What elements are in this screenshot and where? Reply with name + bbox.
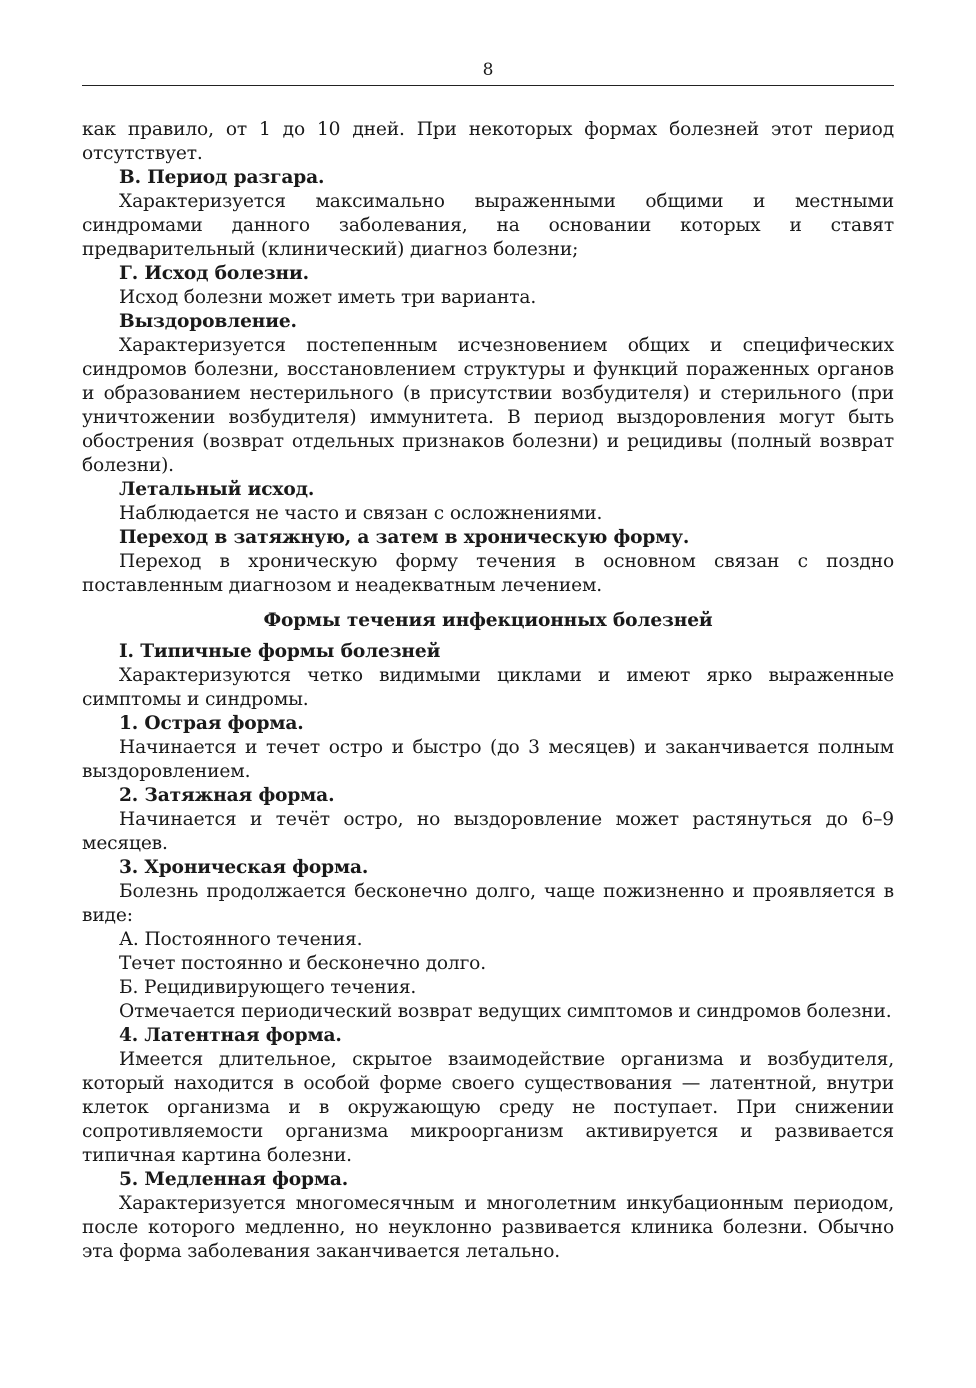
heading-typical-forms: I. Типичные формы болезней bbox=[119, 641, 441, 662]
page-number: 8 bbox=[482, 60, 494, 80]
paragraph-chronic-transition: Переход в хроническую форму течения в основном связан с поздно поставленным диагнозом и неадекватным лечением. bbox=[82, 551, 894, 596]
paragraph-constant-course: А. Постоянного течения. bbox=[119, 929, 363, 950]
paragraph-recurrent-course: Б. Рецидивирующего течения. bbox=[119, 977, 417, 998]
paragraph-typical-forms: Характеризуются четко видимыми циклами и имеют ярко выраженные симптомы и синдромы. bbox=[82, 665, 894, 710]
paragraph-slow-form: Характеризуется многомесячным и многолетним инкубационным периодом, после которого медленно, но неуклонно развивается клиника болезни. Обычно эта форма заболевания заканчивается летально. bbox=[82, 1193, 894, 1262]
paragraph-chronic-form: Болезнь продолжается бесконечно долго, чаще пожизненно и проявляется в виде: bbox=[82, 881, 894, 926]
book-page bbox=[82, 58, 894, 1264]
page-body bbox=[82, 118, 894, 1264]
paragraph-peak-period: Характеризуется максимально выраженными общими и местными синдромами данного заболевания, на основании которых и ставят предварительный (клинический) диагноз болезни; bbox=[82, 191, 894, 260]
paragraph-incubation-continued: как правило, от 1 до 10 дней. При некоторых формах болезней этот период отсутствует. bbox=[82, 119, 894, 164]
heading-chronic-transition: Переход в затяжную, а затем в хроническую форму. bbox=[119, 527, 690, 548]
paragraph-lethal-outcome: Наблюдается не часто и связан с осложнениями. bbox=[119, 503, 603, 524]
paragraph-constant-course-desc: Течет постоянно и бесконечно долго. bbox=[119, 953, 486, 974]
paragraph-latent-form: Имеется длительное, скрытое взаимодействие организма и возбудителя, который находится в особой форме своего существования — латентной, внутри клеток организма и в окружающую среду не поступает. При снижении сопротивляемости организма микроорганизм активируется и развивается типичная картина болезни. bbox=[82, 1049, 894, 1166]
paragraph-recurrent-course-desc: Отмечается периодический возврат ведущих симптомов и синдромов болезни. bbox=[119, 1001, 892, 1022]
section-title-course-forms: Формы течения инфекционных болезней bbox=[263, 610, 713, 631]
heading-protracted-form: 2. Затяжная форма. bbox=[119, 785, 335, 806]
heading-acute-form: 1. Острая форма. bbox=[119, 713, 304, 734]
paragraph-recovery: Характеризуется постепенным исчезновением общих и специфических синдромов болезни, восстановлением структуры и функций пораженных органов и образованием нестерильного (в присутствии возбудителя) и стерильного (при уничтожении возбудителя) иммунитета. В период выздоровления могут быть обострения (возврат отдельных признаков болезни) и рецидивы (полный возврат болезни). bbox=[82, 335, 894, 476]
heading-peak-period: В. Период разгара. bbox=[119, 167, 325, 188]
heading-recovery: Выздоровление. bbox=[119, 311, 297, 332]
heading-disease-outcome: Г. Исход болезни. bbox=[119, 263, 309, 284]
heading-chronic-form: 3. Хроническая форма. bbox=[119, 857, 369, 878]
paragraph-outcome-variants: Исход болезни может иметь три варианта. bbox=[119, 287, 537, 308]
paragraph-protracted-form: Начинается и течёт остро, но выздоровление может растянуться до 6–9 месяцев. bbox=[82, 809, 894, 854]
heading-lethal-outcome: Летальный исход. bbox=[119, 479, 315, 500]
paragraph-acute-form: Начинается и течет остро и быстро (до 3 месяцев) и заканчивается полным выздоровлением. bbox=[82, 737, 894, 782]
heading-slow-form: 5. Медленная форма. bbox=[119, 1169, 349, 1190]
heading-latent-form: 4. Латентная форма. bbox=[119, 1025, 342, 1046]
header-rule bbox=[82, 85, 894, 86]
